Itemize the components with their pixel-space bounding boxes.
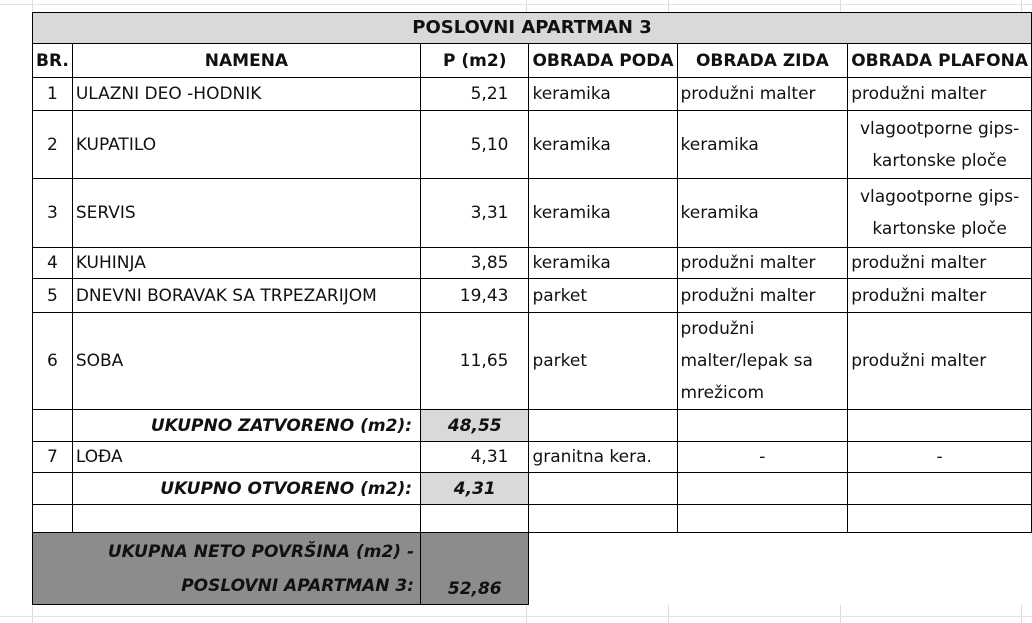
room-area: 19,43 xyxy=(421,279,529,313)
empty-cell xyxy=(848,473,1032,505)
wall-finish: produžni malter xyxy=(677,248,848,279)
ceiling-finish: produžni malter xyxy=(848,78,1032,111)
subtotal-open-row xyxy=(33,473,1032,505)
table-row xyxy=(33,279,1032,313)
room-area: 4,31 xyxy=(421,442,529,473)
subtotal-closed-row xyxy=(33,410,1032,442)
room-name: SERVIS xyxy=(72,179,420,248)
ceiling-finish: produžni malter xyxy=(848,279,1032,313)
header-ceiling-finish: OBRADA PLAFONA xyxy=(848,44,1032,78)
row-number: 1 xyxy=(33,78,73,111)
subtotal-closed-label: UKUPNO ZATVORENO (m2): xyxy=(72,410,420,442)
table-row xyxy=(33,442,1032,473)
empty-cell xyxy=(33,473,73,505)
empty-cell xyxy=(677,505,848,533)
empty-cell xyxy=(529,410,677,442)
ceiling-finish: - xyxy=(848,442,1032,473)
room-name: SOBA xyxy=(72,313,420,410)
header-wall-finish: OBRADA ZIDA xyxy=(677,44,848,78)
table-row xyxy=(33,111,1032,179)
row-number: 3 xyxy=(33,179,73,248)
ceiling-finish: produžni malter xyxy=(848,248,1032,279)
row-number: 4 xyxy=(33,248,73,279)
wall-finish: produžni malter xyxy=(677,78,848,111)
row-number: 6 xyxy=(33,313,73,410)
room-area: 5,10 xyxy=(421,111,529,179)
total-net-area-label: UKUPNA NETO POVRŠINA (m2) - POSLOVNI APARTMAN 3: xyxy=(33,533,421,605)
empty-cell xyxy=(848,410,1032,442)
empty-cell xyxy=(677,533,848,605)
empty-cell xyxy=(677,473,848,505)
empty-cell xyxy=(529,505,677,533)
empty-cell xyxy=(529,473,677,505)
wall-finish: - xyxy=(677,442,848,473)
ceiling-finish: produžni malter xyxy=(848,313,1032,410)
room-name: LOĐA xyxy=(72,442,420,473)
floor-finish: keramika xyxy=(529,179,677,248)
wall-finish: keramika xyxy=(677,179,848,248)
subtotal-open-label: UKUPNO OTVORENO (m2): xyxy=(72,473,420,505)
header-namena: NAMENA xyxy=(72,44,420,78)
room-name: ULAZNI DEO -HODNIK xyxy=(72,78,420,111)
room-area: 3,31 xyxy=(421,179,529,248)
room-name: KUPATILO xyxy=(72,111,420,179)
floor-finish: keramika xyxy=(529,248,677,279)
total-net-area-value: 52,86 xyxy=(421,533,529,605)
ceiling-finish: vlagootporne gips-kartonske ploče xyxy=(848,179,1032,248)
wall-finish: keramika xyxy=(677,111,848,179)
table-row xyxy=(33,313,1032,410)
room-area: 5,21 xyxy=(421,78,529,111)
header-area: P (m2) xyxy=(421,44,529,78)
header-row xyxy=(33,44,1032,78)
table-title-row xyxy=(33,13,1032,44)
table-row xyxy=(33,179,1032,248)
ceiling-finish: vlagootporne gips-kartonske ploče xyxy=(848,111,1032,179)
floor-finish: parket xyxy=(529,279,677,313)
empty-cell xyxy=(848,505,1032,533)
empty-cell xyxy=(72,505,420,533)
room-name: DNEVNI BORAVAK SA TRPEZARIJOM xyxy=(72,279,420,313)
table-row xyxy=(33,248,1032,279)
total-row xyxy=(33,533,1032,605)
empty-cell xyxy=(33,410,73,442)
subtotal-open-value: 4,31 xyxy=(421,473,529,505)
room-area: 3,85 xyxy=(421,248,529,279)
row-number: 2 xyxy=(33,111,73,179)
room-finish-table xyxy=(32,12,1032,605)
room-name: KUHINJA xyxy=(72,248,420,279)
row-number: 5 xyxy=(33,279,73,313)
table-row xyxy=(33,78,1032,111)
floor-finish: granitna kera. xyxy=(529,442,677,473)
subtotal-closed-value: 48,55 xyxy=(421,410,529,442)
empty-cell xyxy=(529,533,677,605)
row-number: 7 xyxy=(33,442,73,473)
room-area: 11,65 xyxy=(421,313,529,410)
table-title: POSLOVNI APARTMAN 3 xyxy=(33,13,1032,44)
floor-finish: keramika xyxy=(529,111,677,179)
floor-finish: parket xyxy=(529,313,677,410)
wall-finish: produžni malter xyxy=(677,279,848,313)
header-br: BR. xyxy=(33,44,73,78)
empty-cell xyxy=(33,505,73,533)
floor-finish: keramika xyxy=(529,78,677,111)
empty-cell xyxy=(421,505,529,533)
header-floor-finish: OBRADA PODA xyxy=(529,44,677,78)
blank-row xyxy=(33,505,1032,533)
empty-cell xyxy=(848,533,1032,605)
wall-finish: produžni malter/lepak sa mrežicom xyxy=(677,313,848,410)
empty-cell xyxy=(677,410,848,442)
